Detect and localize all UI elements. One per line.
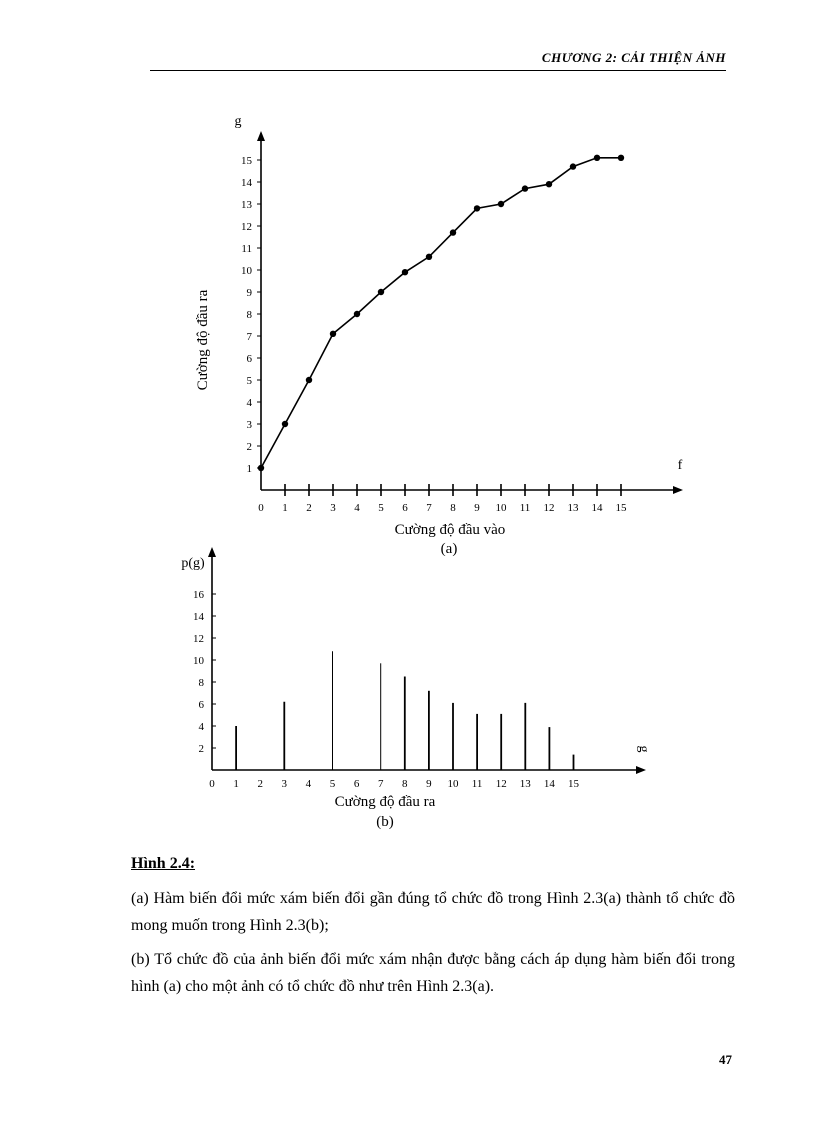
- data-point: [474, 205, 480, 211]
- x-tick-label: 9: [474, 502, 480, 514]
- x-tick-label: 7: [377, 778, 384, 790]
- x-tick-label: 5: [329, 778, 336, 790]
- x-tick-label: 11: [471, 778, 483, 790]
- x-tick-label: 4: [354, 502, 360, 514]
- data-point: [498, 201, 504, 207]
- caption-part-a: (a) Hàm biến đổi mức xám biến đổi gần đúng tổ chức đồ trong Hình 2.3(a) thành tổ chức đồ mong muốn trong Hình 2.3(b);: [131, 890, 735, 934]
- x-tick-label: 11: [519, 502, 531, 514]
- x-tick-label: 10: [447, 778, 459, 790]
- y-tick-label: 15: [241, 155, 252, 167]
- subfigure-label-b: (b): [376, 814, 394, 830]
- subfigure-label-a: (a): [440, 541, 458, 557]
- y-tick-label: 11: [241, 243, 252, 255]
- header-title: CHƯƠNG 2: CẢI THIỆN ẢNH: [541, 50, 726, 65]
- x-tick-label: 15: [568, 778, 579, 790]
- y-tick-label: 7: [246, 331, 252, 343]
- data-points: [258, 155, 624, 472]
- y-tick-label: 12: [193, 633, 204, 645]
- x-tick-label: 3: [281, 778, 288, 790]
- x-tick-label: 13: [519, 778, 531, 790]
- caption-title-text: Hình 2.4: [131, 855, 190, 872]
- x-variable-label: g: [636, 745, 651, 753]
- y-tick-label: 8: [198, 677, 204, 689]
- data-point: [330, 331, 336, 337]
- y-axis-arrow: [257, 131, 265, 141]
- page-number: 47: [719, 1052, 732, 1067]
- x-tick-label: 14: [591, 502, 603, 514]
- axes: [257, 131, 683, 494]
- data-point: [354, 311, 360, 317]
- y-tick-label: 16: [193, 589, 204, 601]
- y-ticks: [241, 155, 261, 475]
- x-tick-label: 8: [402, 778, 408, 790]
- x-axis-arrow: [636, 766, 646, 774]
- data-point: [378, 289, 384, 295]
- data-point: [522, 185, 528, 191]
- data-point: [546, 181, 552, 187]
- x-tick-label: 3: [330, 502, 336, 514]
- y-variable-label: g: [234, 114, 242, 129]
- x-tick-label: 15: [615, 502, 627, 514]
- x-tick-label: 0: [209, 778, 215, 790]
- y-tick-label: 14: [193, 611, 204, 623]
- x-tick-label: 12: [495, 778, 507, 790]
- y-tick-label: 9: [246, 287, 252, 299]
- y-tick-label: 4: [246, 397, 252, 409]
- x-tick-label: 9: [426, 778, 432, 790]
- data-point: [426, 254, 432, 260]
- y-tick-label: 14: [241, 177, 252, 189]
- x-axis-title: Cường độ đầu vào: [394, 522, 506, 538]
- y-tick-label: 8: [246, 309, 252, 321]
- x-ticks: [258, 484, 627, 514]
- series-line: [261, 158, 621, 468]
- y-tick-label: 6: [246, 353, 252, 365]
- x-axis-arrow: [673, 486, 683, 494]
- data-point: [402, 269, 408, 275]
- y-tick-label: 2: [198, 743, 204, 755]
- y-axis-title: Cường độ đầu ra: [195, 289, 211, 391]
- x-tick-label: 5: [378, 502, 384, 514]
- axes: [208, 547, 646, 774]
- y-tick-label: 10: [241, 265, 252, 277]
- figure-a-line-chart: [0, 95, 816, 565]
- x-tick-label: 2: [257, 778, 263, 790]
- x-tick-label: 10: [495, 502, 507, 514]
- data-point: [282, 421, 288, 427]
- x-ticks: [209, 778, 579, 790]
- page-header: [150, 46, 726, 71]
- y-tick-label: 6: [198, 699, 204, 711]
- x-axis-title: Cường độ đầu ra: [334, 794, 436, 810]
- data-point: [594, 155, 600, 161]
- x-tick-label: 8: [450, 502, 456, 514]
- x-tick-label: 1: [233, 778, 239, 790]
- y-tick-label: 10: [193, 655, 204, 667]
- data-point: [306, 377, 312, 383]
- x-tick-label: 13: [567, 502, 579, 514]
- figure-b-bar-chart: [0, 530, 816, 835]
- x-variable-label: f: [677, 458, 683, 473]
- figure-caption-title: [131, 850, 735, 877]
- data-point: [618, 155, 624, 161]
- y-tick-label: 12: [241, 221, 252, 233]
- y-tick-label: 13: [241, 199, 252, 211]
- caption-part-b: (b) Tổ chức đồ của ảnh biến đổi mức xám nhận được bằng cách áp dụng hàm biến đổi trong hình (a) cho một ảnh có tổ chức đồ như trên Hình 2.3(a).: [131, 951, 735, 995]
- x-tick-label: 0: [258, 502, 264, 514]
- x-tick-label: 2: [306, 502, 312, 514]
- y-axis-title: p(g): [181, 556, 205, 571]
- y-axis-arrow: [208, 547, 216, 557]
- y-tick-label: 1: [246, 463, 252, 475]
- x-tick-label: 7: [426, 502, 432, 514]
- x-tick-label: 4: [305, 778, 312, 790]
- x-tick-label: 6: [402, 502, 408, 514]
- x-tick-label: 6: [353, 778, 360, 790]
- x-tick-label: 12: [543, 502, 555, 514]
- y-tick-label: 5: [246, 375, 252, 387]
- y-tick-label: 2: [246, 441, 252, 453]
- x-tick-label: 14: [543, 778, 555, 790]
- y-tick-label: 4: [198, 721, 204, 733]
- data-point: [258, 465, 264, 471]
- y-tick-label: 3: [246, 419, 252, 431]
- bars: [236, 651, 573, 770]
- caption-colon: :: [189, 855, 196, 872]
- data-point: [570, 163, 576, 169]
- data-point: [450, 229, 456, 235]
- x-tick-label: 1: [282, 502, 288, 514]
